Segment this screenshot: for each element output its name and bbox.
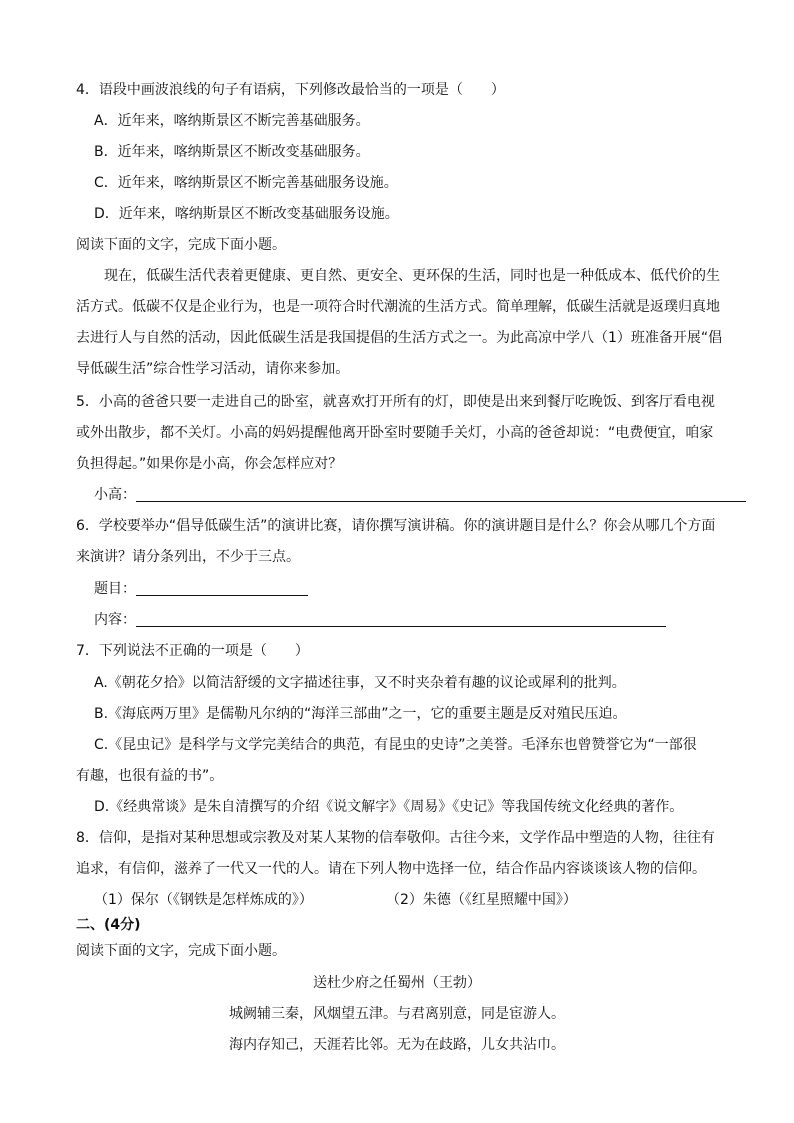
poem-title: 送杜少府之任蜀州（王勃） [313, 975, 481, 991]
q7-option-c: C.《昆虫记》是科学与文学完美结合的典范，有昆虫的史诗”之美誉。毛泽东也曾赞誉它为“一部很 [94, 737, 697, 753]
q5-line: 负担得起。”如果你是小高，你会怎样应对？ [76, 456, 343, 472]
q4-option-a: A．近年来，喀纳斯景区不断完善基础服务。 [94, 113, 370, 129]
q8-line: 追求，有信仰，滋养了一代又一代的人。请在下列人物中选择一位，结合作品内容谈谈该人物的信仰。 [76, 861, 706, 877]
passage-line: 导低碳生活”综合性学习活动，请你来参加。 [76, 361, 350, 377]
q4-stem: 4．语段中画波浪线的句子有语病，下列修改最恰当的一项是（ ） [76, 82, 505, 98]
section-heading: 二、(4分) [76, 917, 141, 933]
q4-option-c: C．近年来，喀纳斯景区不断完善基础服务设施。 [94, 175, 398, 191]
q4-option-b: B．近年来，喀纳斯景区不断改变基础服务。 [94, 144, 370, 160]
q8-choice-2: （2）朱德（《红星照耀中国》） [386, 892, 577, 908]
passage-line: 去进行人与自然的活动，因此低碳生活是我国提倡的生活方式之一。为此高凉中学八（1）班准备开展“倡 [76, 330, 723, 346]
reading-intro: 阅读下面的文字，完成下面小题。 [76, 237, 286, 253]
q5-line: 5．小高的爸爸只要一走进自己的卧室，就喜欢打开所有的灯，即使是出来到餐厅吃晚饭、到客厅看电视 [76, 394, 715, 410]
q7-stem: 7．下列说法不正确的一项是（ ） [76, 643, 309, 659]
q7-option-c-cont: 有趣，也很有益的书”。 [76, 768, 224, 784]
passage-line: 现在，低碳生活代表着更健康、更自然、更安全、更环保的生活，同时也是一种低成本、低代价的生 [104, 268, 720, 284]
q6-line: 来演讲？请分条列出，不少于三点。 [76, 549, 300, 565]
q8-line: 8．信仰，是指对某种思想或宗教及对某人某物的信奉敬仰。古往今来，文学作品中塑造的人物，往往有 [76, 830, 715, 846]
q6-content-blank[interactable] [136, 626, 666, 627]
q5-answer-blank[interactable] [136, 501, 746, 502]
q6-content-label: 内容： [94, 612, 136, 628]
q8-choice-1: （1）保尔（《钢铁是怎样炼成的》） [94, 892, 313, 908]
q6-line: 6．学校要举办“倡导低碳生活”的演讲比赛，请你撰写演讲稿。你的演讲题目是什么？你会从哪几个方面 [76, 518, 716, 534]
q5-line: 或外出散步，都不关灯。小高的妈妈提醒他离开卧室时要随手关灯，小高的爸爸却说：“电费便宜，咱家 [76, 425, 714, 441]
passage-line: 活方式。低碳不仅是企业行为，也是一项符合时代潮流的生活方式。简单理解，低碳生活就是返璞归真地 [76, 299, 720, 315]
q7-option-b: B.《海底两万里》是儒勒凡尔纳的“海洋三部曲”之一，它的重要主题是反对殖民压迫。 [94, 706, 627, 722]
section2-intro: 阅读下面的文字，完成下面小题。 [76, 943, 286, 959]
poem-line: 海内存知己，天涯若比邻。无为在歧路，儿女共沾巾。 [229, 1037, 565, 1053]
q5-answer-label: 小高： [94, 487, 136, 503]
poem-line: 城阙辅三秦，风烟望五津。与君离别意，同是宦游人。 [229, 1006, 565, 1022]
q4-option-d: D．近年来，喀纳斯景区不断改变基础服务设施。 [94, 206, 399, 222]
q7-option-d: D.《经典常谈》是朱自清撰写的介绍《说文解字》《周易》《史记》等我国传统文化经典的著作。 [94, 799, 684, 815]
q7-option-a: A.《朝花夕拾》以简洁舒缓的文字描述往事，又不时夹杂着有趣的议论或犀利的批判。 [94, 675, 626, 691]
q6-title-label: 题目： [94, 581, 136, 597]
q6-title-blank[interactable] [136, 595, 308, 596]
